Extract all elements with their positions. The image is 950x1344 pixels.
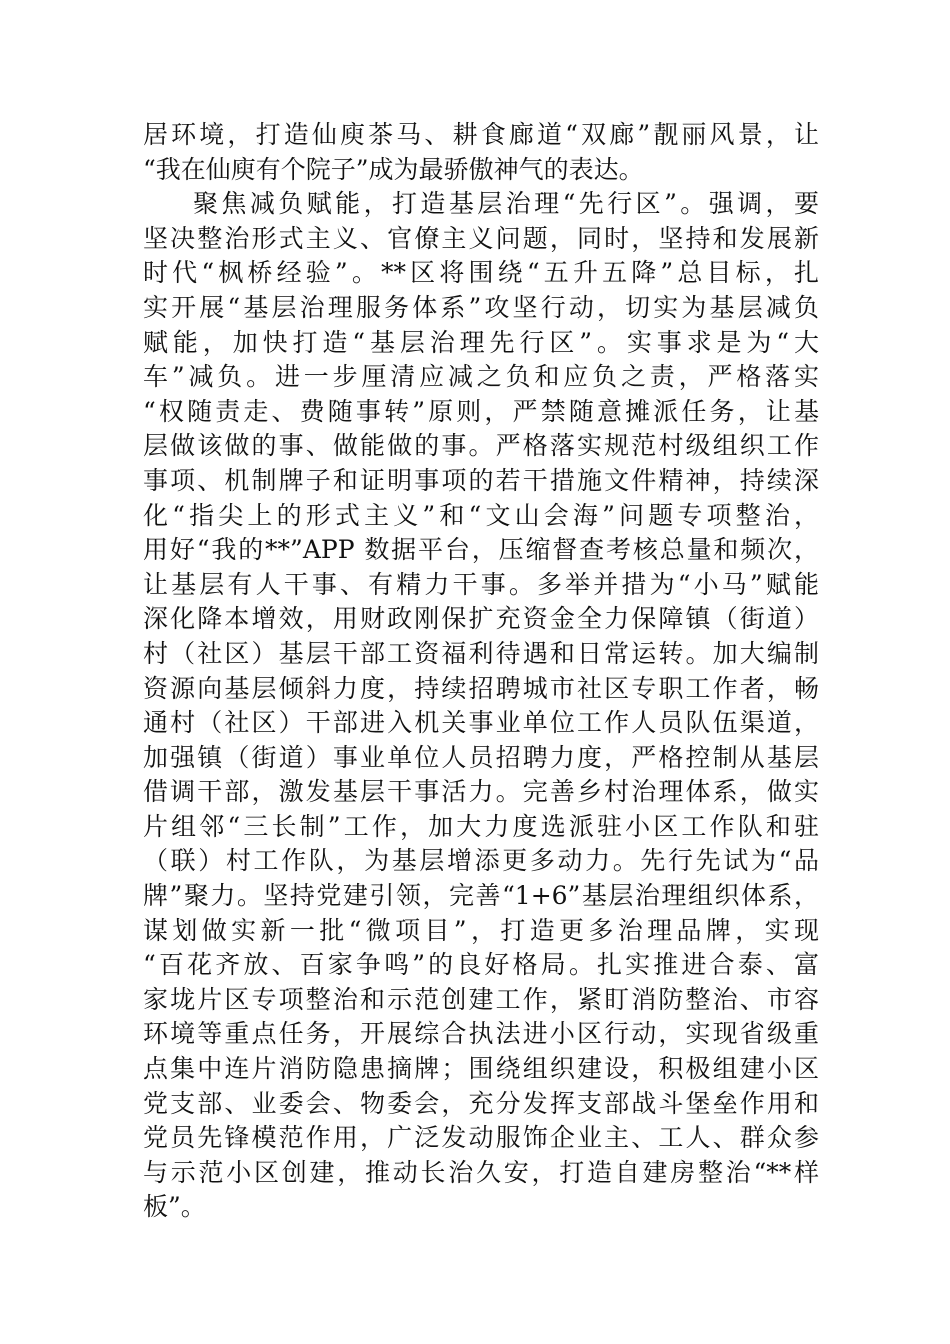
text-line: 党支部、业委会、物委会，充分发挥支部战斗堡垒作用和 [143,1088,819,1118]
text-line: 事项、机制牌子和证明事项的若干措施文件精神，持续深 [143,465,819,495]
text-line: 层做该做的事、做能做的事。严格落实规范村级组织工作 [143,431,819,461]
text-line: 通村（社区）干部进入机关事业单位工作人员队伍渠道， [143,708,819,738]
text-line: 资源向基层倾斜力度，持续招聘城市社区专职工作者，畅 [143,673,819,703]
text-line: 聚焦减负赋能，打造基层治理“先行区”。强调，要 [193,189,819,219]
text-line: 片组邻“三长制”工作，加大力度选派驻小区工作队和驻 [143,811,819,841]
text-line: 加强镇（街道）事业单位人员招聘力度，严格控制从基层 [143,742,819,772]
text-line: 车”减负。进一步厘清应减之负和应负之责，严格落实 [143,362,819,392]
text-line: 赋能，加快打造“基层治理先行区”。实事求是为“大 [143,327,819,357]
text-line: 家垅片区专项整治和示范创建工作，紧盯消防整治、市容 [143,984,819,1014]
text-line: 谋划做实新一批“微项目”，打造更多治理品牌，实现 [143,915,819,945]
text-line: 用好“我的**”APP 数据平台，压缩督查考核总量和频次， [143,535,819,565]
text-line: 让基层有人干事、有精力干事。多举并措为“小马”赋能 [143,569,819,599]
text-line: 实开展“基层治理服务体系”攻坚行动，切实为基层减负 [143,292,819,322]
document-body [143,118,819,1225]
text-line: 时代“枫桥经验”。**区将围绕“五升五降”总目标，扎 [143,258,819,288]
text-line: 点集中连片消防隐患摘牌；围绕组织建设，积极组建小区 [143,1054,819,1084]
text-line: “百花齐放、百家争鸣”的良好格局。扎实推进合泰、富 [143,950,819,980]
text-line: 环境等重点任务，开展综合执法进小区行动，实现省级重 [143,1019,819,1049]
text-line: 居环境，打造仙庾茶马、耕食廊道“双廊”靓丽风景，让 [143,120,819,149]
text-line: 深化降本增效，用财政刚保扩充资金全力保障镇（街道） [143,604,819,634]
text-line: 化“指尖上的形式主义”和“文山会海”问题专项整治， [143,500,819,530]
text-line: 党员先锋模范作用，广泛发动服饰企业主、工人、群众参 [143,1123,819,1153]
text-line: 村（社区）基层干部工资福利待遇和日常运转。加大编制 [143,638,819,668]
text-line: 与示范小区创建，推动长治久安，打造自建房整治“**样 [143,1157,819,1187]
text-line: （联）村工作队，为基层增添更多动力。先行先试为“品 [143,846,819,876]
text-line: “权随责走、费随事转”原则，严禁随意摊派任务，让基 [143,396,819,426]
text-line: “我在仙庾有个院子”成为最骄傲神气的表达。 [143,154,644,184]
paragraph-1 [143,118,819,187]
paragraph-2 [143,187,819,1225]
text-line: 牌”聚力。坚持党建引领，完善“1+6”基层治理组织体系， [143,881,819,911]
text-line: 借调干部，激发基层干事活力。完善乡村治理体系，做实 [143,777,819,807]
text-line: 坚决整治形式主义、官僚主义问题，同时，坚持和发展新 [143,223,819,253]
text-line: 板”。 [143,1192,206,1222]
